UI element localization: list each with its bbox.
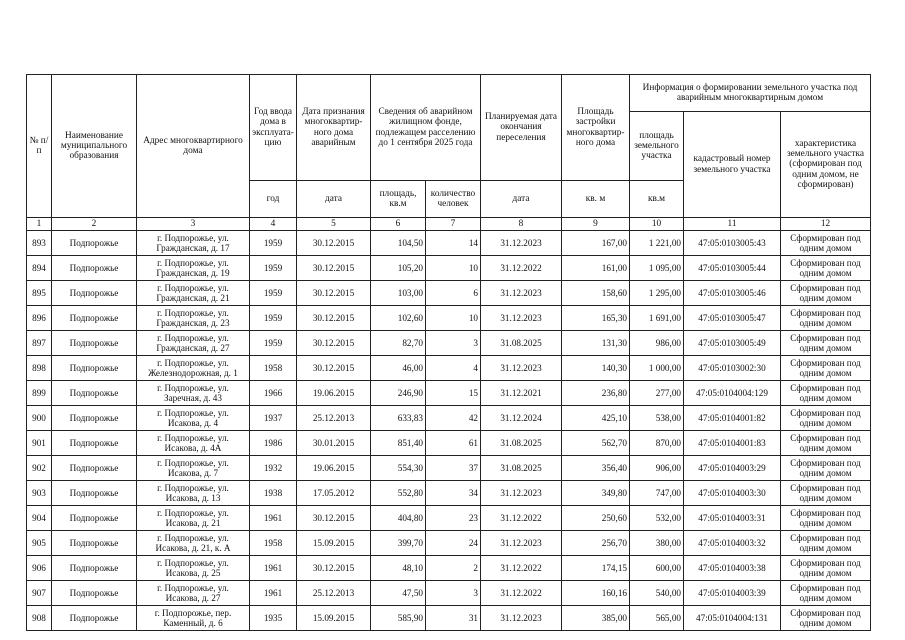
table-row (27, 556, 871, 581)
municipality-cell: Подпорожье (52, 331, 137, 356)
table-row (27, 256, 871, 281)
area-cell: 102,60 (371, 306, 426, 331)
table-row (27, 331, 871, 356)
column-number: 6 (371, 218, 426, 231)
column-number: 7 (426, 218, 481, 231)
municipality-cell: Подпорожье (52, 256, 137, 281)
recognition-date-cell: 15.09.2015 (297, 531, 371, 556)
municipality-cell: Подпорожье (52, 381, 137, 406)
planned-date-cell: 31.12.2023 (481, 231, 562, 256)
address-cell: г. Подпорожье, ул. Исакова, д. 27 (137, 581, 250, 606)
address-cell: г. Подпорожье, ул. Исакова, д. 25 (137, 556, 250, 581)
recognition-date-cell: 19.06.2015 (297, 456, 371, 481)
area-cell: 851,40 (371, 431, 426, 456)
row-number: 908 (27, 606, 52, 631)
land-characteristic-cell: Сформирован под одним домом (781, 306, 871, 331)
address-cell: г. Подпорожье, ул. Исакова, д. 7 (137, 456, 250, 481)
land-area-cell: 600,00 (630, 556, 684, 581)
built-area-cell: 167,00 (562, 231, 630, 256)
table-row (27, 481, 871, 506)
year-cell: 1966 (250, 381, 297, 406)
municipality-cell: Подпорожье (52, 556, 137, 581)
built-area-cell: 256,70 (562, 531, 630, 556)
recognition-date-cell: 30.12.2015 (297, 281, 371, 306)
row-number: 896 (27, 306, 52, 331)
row-number: 893 (27, 231, 52, 256)
row-number: 907 (27, 581, 52, 606)
municipality-cell: Подпорожье (52, 281, 137, 306)
cadastral-cell: 47:05:0104003:32 (684, 531, 781, 556)
land-characteristic-cell: Сформирован под одним домом (781, 256, 871, 281)
recognition-date-cell: 25.12.2013 (297, 581, 371, 606)
row-number: 904 (27, 506, 52, 531)
people-cell: 61 (426, 431, 481, 456)
year-cell: 1958 (250, 531, 297, 556)
column-number: 5 (297, 218, 371, 231)
table-row (27, 506, 871, 531)
planned-date-cell: 31.12.2023 (481, 306, 562, 331)
recognition-date-cell: 30.12.2015 (297, 256, 371, 281)
land-characteristic-cell: Сформирован под одним домом (781, 356, 871, 381)
table-row (27, 406, 871, 431)
built-area-cell: 385,00 (562, 606, 630, 631)
planned-date-cell: 31.12.2024 (481, 406, 562, 431)
address-cell: г. Подпорожье, ул. Заречная, д. 43 (137, 381, 250, 406)
cadastral-cell: 47:05:0104003:30 (684, 481, 781, 506)
table-row (27, 381, 871, 406)
land-characteristic-cell: Сформирован под одним домом (781, 231, 871, 256)
land-characteristic-cell: Сформирован под одним домом (781, 331, 871, 356)
unit-planned-date: дата (481, 181, 562, 218)
address-cell: г. Подпорожье, ул. Гражданская, д. 21 (137, 281, 250, 306)
land-characteristic-cell: Сформирован под одним домом (781, 581, 871, 606)
table-row (27, 456, 871, 481)
planned-date-cell: 31.12.2022 (481, 256, 562, 281)
planned-date-cell: 31.12.2022 (481, 506, 562, 531)
unit-built-area: кв. м (562, 181, 630, 218)
header-land-area: площадь земельного участка (630, 112, 684, 181)
cadastral-cell: 47:05:0103005:47 (684, 306, 781, 331)
area-cell: 46,00 (371, 356, 426, 381)
land-area-cell: 1 295,00 (630, 281, 684, 306)
address-cell: г. Подпорожье, ул. Гражданская, д. 27 (137, 331, 250, 356)
land-characteristic-cell: Сформирован под одним домом (781, 381, 871, 406)
planned-date-cell: 31.12.2023 (481, 281, 562, 306)
people-cell: 37 (426, 456, 481, 481)
people-cell: 3 (426, 331, 481, 356)
table-row (27, 281, 871, 306)
cadastral-cell: 47:05:0103005:44 (684, 256, 781, 281)
address-cell: г. Подпорожье, ул. Железнодорожная, д. 1 (137, 356, 250, 381)
row-number: 895 (27, 281, 52, 306)
table-body (27, 231, 871, 631)
area-cell: 399,70 (371, 531, 426, 556)
table-row (27, 356, 871, 381)
land-area-cell: 747,00 (630, 481, 684, 506)
built-area-cell: 160,16 (562, 581, 630, 606)
planned-date-cell: 31.12.2023 (481, 481, 562, 506)
cadastral-cell: 47:05:0104003:31 (684, 506, 781, 531)
land-area-cell: 380,00 (630, 531, 684, 556)
year-cell: 1937 (250, 406, 297, 431)
cadastral-cell: 47:05:0104003:38 (684, 556, 781, 581)
people-cell: 3 (426, 581, 481, 606)
land-characteristic-cell: Сформирован под одним домом (781, 481, 871, 506)
header-built-area: Площадь застройки многоквартир-ного дома (562, 75, 630, 181)
municipality-cell: Подпорожье (52, 531, 137, 556)
header-municipality: Наименование муниципального образования (52, 75, 137, 218)
address-cell: г. Подпорожье, ул. Исакова, д. 21 (137, 506, 250, 531)
municipality-cell: Подпорожье (52, 231, 137, 256)
area-cell: 103,00 (371, 281, 426, 306)
planned-date-cell: 31.12.2022 (481, 581, 562, 606)
header-recognition-date: Дата признания многоквартир-ного дома аварийным (297, 75, 371, 181)
land-area-cell: 565,00 (630, 606, 684, 631)
table-row (27, 431, 871, 456)
cadastral-cell: 47:05:0104001:83 (684, 431, 781, 456)
column-number: 9 (562, 218, 630, 231)
built-area-cell: 140,30 (562, 356, 630, 381)
built-area-cell: 131,30 (562, 331, 630, 356)
column-number: 2 (52, 218, 137, 231)
built-area-cell: 562,70 (562, 431, 630, 456)
row-number: 903 (27, 481, 52, 506)
planned-date-cell: 31.08.2025 (481, 456, 562, 481)
cadastral-cell: 47:05:0104003:39 (684, 581, 781, 606)
row-number: 900 (27, 406, 52, 431)
municipality-cell: Подпорожье (52, 406, 137, 431)
table-row (27, 606, 871, 631)
land-area-cell: 532,00 (630, 506, 684, 531)
address-cell: г. Подпорожье, ул. Гражданская, д. 17 (137, 231, 250, 256)
recognition-date-cell: 19.06.2015 (297, 381, 371, 406)
built-area-cell: 356,40 (562, 456, 630, 481)
land-area-cell: 1 221,00 (630, 231, 684, 256)
municipality-cell: Подпорожье (52, 506, 137, 531)
area-cell: 552,80 (371, 481, 426, 506)
housing-table (26, 74, 871, 631)
people-cell: 10 (426, 256, 481, 281)
municipality-cell: Подпорожье (52, 456, 137, 481)
table-row (27, 531, 871, 556)
header-land-characteristic: характеристика земельного участка (сформирован под одним домом, не сформирован) (781, 112, 871, 218)
row-number: 894 (27, 256, 52, 281)
people-cell: 14 (426, 231, 481, 256)
land-characteristic-cell: Сформирован под одним домом (781, 431, 871, 456)
cadastral-cell: 47:05:0103005:46 (684, 281, 781, 306)
year-cell: 1959 (250, 231, 297, 256)
municipality-cell: Подпорожье (52, 356, 137, 381)
land-area-cell: 277,00 (630, 381, 684, 406)
year-cell: 1959 (250, 306, 297, 331)
land-characteristic-cell: Сформирован под одним домом (781, 556, 871, 581)
column-number: 3 (137, 218, 250, 231)
table-row (27, 306, 871, 331)
recognition-date-cell: 30.12.2015 (297, 506, 371, 531)
area-cell: 246,90 (371, 381, 426, 406)
year-cell: 1986 (250, 431, 297, 456)
municipality-cell: Подпорожье (52, 581, 137, 606)
unit-date: дата (297, 181, 371, 218)
unit-year: год (250, 181, 297, 218)
cadastral-cell: 47:05:0104004:131 (684, 606, 781, 631)
recognition-date-cell: 30.01.2015 (297, 431, 371, 456)
land-characteristic-cell: Сформирован под одним домом (781, 506, 871, 531)
header-emergency-fund: Сведения об аварийном жилищном фонде, подлежащем расселению до 1 сентября 2025 года (371, 75, 481, 181)
area-cell: 633,83 (371, 406, 426, 431)
year-cell: 1961 (250, 581, 297, 606)
year-cell: 1961 (250, 506, 297, 531)
row-number: 898 (27, 356, 52, 381)
column-number: 8 (481, 218, 562, 231)
recognition-date-cell: 30.12.2015 (297, 231, 371, 256)
people-cell: 4 (426, 356, 481, 381)
address-cell: г. Подпорожье, ул. Исакова, д. 21, к. А (137, 531, 250, 556)
year-cell: 1958 (250, 356, 297, 381)
cadastral-cell: 47:05:0103002:30 (684, 356, 781, 381)
recognition-date-cell: 17.05.2012 (297, 481, 371, 506)
address-cell: г. Подпорожье, ул. Исакова, д. 13 (137, 481, 250, 506)
recognition-date-cell: 30.12.2015 (297, 331, 371, 356)
area-cell: 82,70 (371, 331, 426, 356)
year-cell: 1959 (250, 256, 297, 281)
land-area-cell: 1 691,00 (630, 306, 684, 331)
column-number: 1 (27, 218, 52, 231)
people-cell: 2 (426, 556, 481, 581)
area-cell: 554,30 (371, 456, 426, 481)
recognition-date-cell: 15.09.2015 (297, 606, 371, 631)
address-cell: г. Подпорожье, ул. Гражданская, д. 23 (137, 306, 250, 331)
recognition-date-cell: 30.12.2015 (297, 556, 371, 581)
land-area-cell: 540,00 (630, 581, 684, 606)
area-cell: 404,80 (371, 506, 426, 531)
table-row (27, 581, 871, 606)
people-cell: 34 (426, 481, 481, 506)
header-planned-date: Планируемая дата окончания переселения (481, 75, 562, 181)
column-number-row (27, 218, 871, 231)
row-number: 902 (27, 456, 52, 481)
people-cell: 31 (426, 606, 481, 631)
land-area-cell: 870,00 (630, 431, 684, 456)
table-row (27, 231, 871, 256)
people-cell: 15 (426, 381, 481, 406)
header-num: № п/п (27, 75, 52, 218)
built-area-cell: 174,15 (562, 556, 630, 581)
area-cell: 48,10 (371, 556, 426, 581)
row-number: 905 (27, 531, 52, 556)
year-cell: 1938 (250, 481, 297, 506)
planned-date-cell: 31.12.2023 (481, 606, 562, 631)
address-cell: г. Подпорожье, ул. Гражданская, д. 19 (137, 256, 250, 281)
unit-area: площадь, кв.м (371, 181, 426, 218)
people-cell: 24 (426, 531, 481, 556)
people-cell: 10 (426, 306, 481, 331)
year-cell: 1959 (250, 331, 297, 356)
land-area-cell: 986,00 (630, 331, 684, 356)
recognition-date-cell: 30.12.2015 (297, 356, 371, 381)
people-cell: 23 (426, 506, 481, 531)
area-cell: 104,50 (371, 231, 426, 256)
header-year: Год ввода дома в эксплуата-цию (250, 75, 297, 181)
cadastral-cell: 47:05:0104003:29 (684, 456, 781, 481)
municipality-cell: Подпорожье (52, 306, 137, 331)
land-characteristic-cell: Сформирован под одним домом (781, 281, 871, 306)
year-cell: 1932 (250, 456, 297, 481)
planned-date-cell: 31.12.2021 (481, 381, 562, 406)
row-number: 901 (27, 431, 52, 456)
municipality-cell: Подпорожье (52, 606, 137, 631)
land-characteristic-cell: Сформирован под одним домом (781, 406, 871, 431)
address-cell: г. Подпорожье, пер. Каменный, д. 6 (137, 606, 250, 631)
address-cell: г. Подпорожье, ул. Исакова, д. 4А (137, 431, 250, 456)
year-cell: 1935 (250, 606, 297, 631)
land-area-cell: 1 000,00 (630, 356, 684, 381)
land-area-cell: 906,00 (630, 456, 684, 481)
cadastral-cell: 47:05:0103005:49 (684, 331, 781, 356)
planned-date-cell: 31.08.2025 (481, 331, 562, 356)
planned-date-cell: 31.12.2023 (481, 356, 562, 381)
recognition-date-cell: 30.12.2015 (297, 306, 371, 331)
area-cell: 105,20 (371, 256, 426, 281)
unit-land-area: кв.м (630, 181, 684, 218)
land-area-cell: 1 095,00 (630, 256, 684, 281)
header-cadastral: кадастровый номер земельного участка (684, 112, 781, 218)
column-number: 10 (630, 218, 684, 231)
built-area-cell: 250,60 (562, 506, 630, 531)
built-area-cell: 425,10 (562, 406, 630, 431)
built-area-cell: 158,60 (562, 281, 630, 306)
area-cell: 47,50 (371, 581, 426, 606)
planned-date-cell: 31.12.2023 (481, 531, 562, 556)
area-cell: 585,90 (371, 606, 426, 631)
built-area-cell: 165,30 (562, 306, 630, 331)
year-cell: 1961 (250, 556, 297, 581)
built-area-cell: 161,00 (562, 256, 630, 281)
built-area-cell: 236,80 (562, 381, 630, 406)
planned-date-cell: 31.08.2025 (481, 431, 562, 456)
column-number: 4 (250, 218, 297, 231)
row-number: 897 (27, 331, 52, 356)
document-page (26, 74, 870, 631)
cadastral-cell: 47:05:0103005:43 (684, 231, 781, 256)
header-address: Адрес многоквартирного дома (137, 75, 250, 218)
people-cell: 42 (426, 406, 481, 431)
municipality-cell: Подпорожье (52, 481, 137, 506)
header-land-info: Информация о формировании земельного участка под аварийным многоквартирным домом (630, 75, 871, 112)
cadastral-cell: 47:05:0104001:82 (684, 406, 781, 431)
column-number: 12 (781, 218, 871, 231)
row-number: 899 (27, 381, 52, 406)
unit-people: количество человек (426, 181, 481, 218)
row-number: 906 (27, 556, 52, 581)
column-number: 11 (684, 218, 781, 231)
land-characteristic-cell: Сформирован под одним домом (781, 456, 871, 481)
planned-date-cell: 31.12.2022 (481, 556, 562, 581)
recognition-date-cell: 25.12.2013 (297, 406, 371, 431)
land-characteristic-cell: Сформирован под одним домом (781, 531, 871, 556)
land-characteristic-cell: Сформирован под одним домом (781, 606, 871, 631)
people-cell: 6 (426, 281, 481, 306)
address-cell: г. Подпорожье, ул. Исакова, д. 4 (137, 406, 250, 431)
municipality-cell: Подпорожье (52, 431, 137, 456)
year-cell: 1959 (250, 281, 297, 306)
land-area-cell: 538,00 (630, 406, 684, 431)
built-area-cell: 349,80 (562, 481, 630, 506)
cadastral-cell: 47:05:0104004:129 (684, 381, 781, 406)
